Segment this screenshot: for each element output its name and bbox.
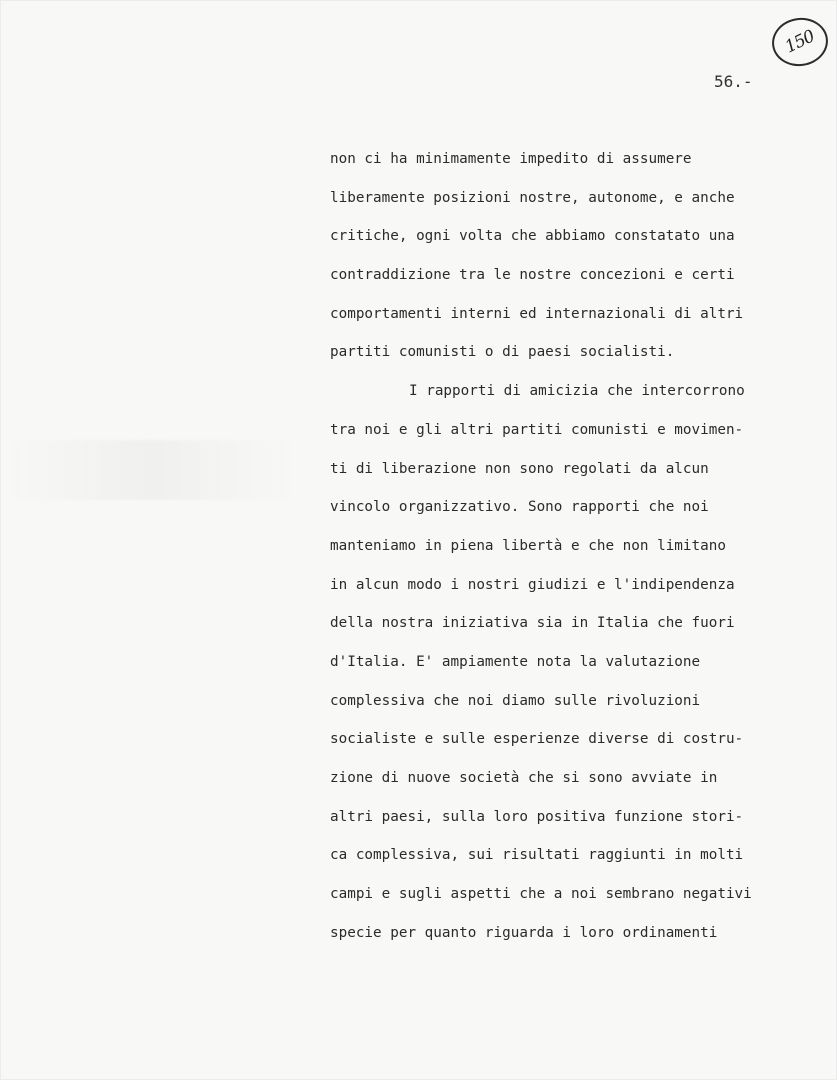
text-line: critiche, ogni volta che abbiamo constatato una xyxy=(330,228,735,245)
text-line: altri paesi, sulla loro positiva funzione stori- xyxy=(330,808,744,825)
text-line: vincolo organizzativo. Sono rapporti che noi xyxy=(330,499,709,516)
text-line: campi e sugli aspetti che a noi sembrano negativi xyxy=(330,886,752,903)
text-line: partiti comunisti o di paesi socialisti. xyxy=(330,344,675,361)
text-line: tra noi e gli altri partiti comunisti e movimen- xyxy=(330,421,744,438)
text-line: ti di liberazione non sono regolati da alcun xyxy=(330,460,709,477)
text-line: manteniamo in piena libertà e che non limitano xyxy=(330,537,726,554)
text-line: socialiste e sulle esperienze diverse di costru- xyxy=(330,731,744,748)
text-line: contraddizione tra le nostre concezioni e certi xyxy=(330,267,735,284)
text-line: liberamente posizioni nostre, autonome, e anche xyxy=(330,189,735,206)
text-line: specie per quanto riguarda i loro ordinamenti xyxy=(330,924,718,941)
text-line: non ci ha minimamente impedito di assumere xyxy=(330,151,692,167)
text-line: in alcun modo i nostri giudizi e l'indipendenza xyxy=(330,576,735,593)
text-line: d'Italia. E' ampiamente nota la valutazione xyxy=(330,653,701,670)
archive-number-stamp xyxy=(769,14,831,69)
text-line: zione di nuove società che si sono avviate in xyxy=(330,770,718,786)
text-line: complessiva che noi diamo sulle rivoluzioni xyxy=(330,692,701,709)
page-number: 56.- xyxy=(714,72,753,91)
text-line: ca complessiva, sui risultati raggiunti in molti xyxy=(330,847,744,864)
text-line: della nostra iniziativa sia in Italia che fuori xyxy=(330,615,735,632)
text-line: comportamenti interni ed internazionali di altri xyxy=(330,305,744,322)
paragraph-first-line: I rapporti di amicizia che intercorrono xyxy=(409,383,745,400)
archive-number-text: 150 xyxy=(782,26,818,58)
show-through-bleed xyxy=(0,440,300,500)
typed-text-body xyxy=(330,140,830,952)
